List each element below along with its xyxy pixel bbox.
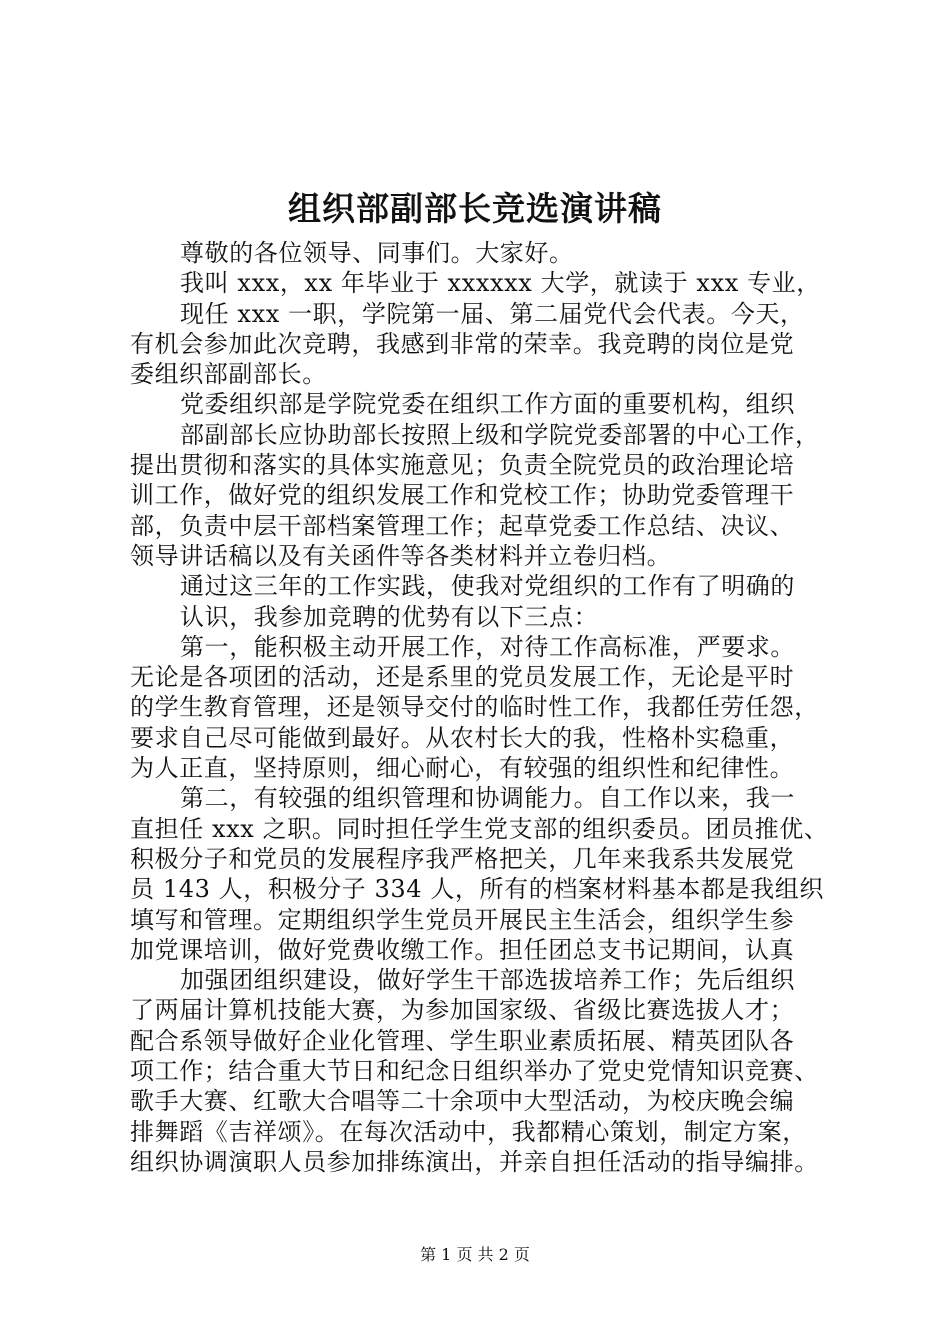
body-line: 的学生教育管理，还是领导交付的临时性工作，我都任劳任怨， — [130, 693, 819, 722]
body-line: 提出贯彻和落实的具体实施意见；负责全院党员的政治理论培 — [130, 451, 795, 480]
body-line: 了两届计算机技能大赛，为参加国家级、省级比赛选拔人才； — [130, 996, 795, 1025]
body-line: 有机会参加此次竞聘，我感到非常的荣幸。我竞聘的岗位是党 — [130, 329, 795, 358]
body-line: 训工作，做好党的组织发展工作和党校工作；协助党委管理干 — [130, 481, 795, 510]
body-line: 无论是各项团的活动，还是系里的党员发展工作，无论是平时 — [130, 663, 795, 692]
document-body — [130, 238, 830, 1177]
body-line: 党委组织部是学院党委在组织工作方面的重要机构，组织 — [180, 390, 795, 419]
body-line: 第一，能积极主动开展工作，对待工作高标准，严要求。 — [180, 632, 795, 661]
body-line: 组织协调演职人员参加排练演出，并亲自担任活动的指导编排。 — [130, 1147, 819, 1176]
body-line: 部，负责中层干部档案管理工作；起草党委工作总结、决议、 — [130, 511, 795, 540]
body-line: 为人正直，坚持原则，细心耐心，有较强的组织性和纪律性。 — [130, 754, 795, 783]
body-line: 我叫 xxx，xx 年毕业于 xxxxxx 大学，就读于 xxx 专业， — [180, 269, 821, 298]
body-line: 尊敬的各位领导、同事们。大家好。 — [180, 239, 574, 267]
body-line: 现任 xxx 一职，学院第一届、第二届党代会代表。今天， — [180, 299, 805, 328]
page-footer: 第 1 页 共 2 页 — [420, 1245, 530, 1264]
body-line: 填写和管理。定期组织学生党员开展民主生活会，组织学生参 — [130, 905, 795, 934]
body-line: 配合系领导做好企业化管理、学生职业素质拓展、精英团队各 — [130, 1026, 795, 1055]
body-line: 加强团组织建设，做好学生干部选拔培养工作；先后组织 — [180, 966, 795, 995]
body-line: 通过这三年的工作实践，使我对党组织的工作有了明确的 — [180, 572, 795, 601]
body-line: 歌手大赛、红歌大合唱等二十余项中大型活动，为校庆晚会编 — [130, 1087, 795, 1116]
body-line: 部副部长应协助部长按照上级和学院党委部署的中心工作， — [180, 420, 820, 449]
body-line: 加党课培训，做好党费收缴工作。担任团总支书记期间，认真 — [130, 935, 795, 964]
body-line: 认识，我参加竞聘的优势有以下三点： — [180, 602, 599, 631]
body-line: 排舞蹈《吉祥颂》。在每次活动中，我都精心策划，制定方案， — [130, 1117, 807, 1146]
body-line: 领导讲话稿以及有关函件等各类材料并立卷归档。 — [130, 541, 672, 570]
body-line: 项工作；结合重大节日和纪念日组织举办了党史党情知识竞赛、 — [130, 1057, 819, 1086]
body-line: 直担任 xxx 之职。同时担任学生党支部的组织委员。团员推优、 — [130, 814, 829, 843]
body-line: 要求自己尽可能做到最好。从农村长大的我，性格朴实稳重， — [130, 723, 795, 752]
body-line: 第二，有较强的组织管理和协调能力。自工作以来，我一 — [180, 784, 795, 813]
body-line: 委组织部副部长。 — [130, 360, 327, 389]
body-line: 员 143 人，积极分子 334 人，所有的档案材料基本都是我组织 — [130, 875, 824, 904]
body-line: 积极分子和党员的发展程序我严格把关，几年来我系共发展党 — [130, 844, 795, 873]
document-title: 组织部副部长竞选演讲稿 — [288, 189, 662, 228]
